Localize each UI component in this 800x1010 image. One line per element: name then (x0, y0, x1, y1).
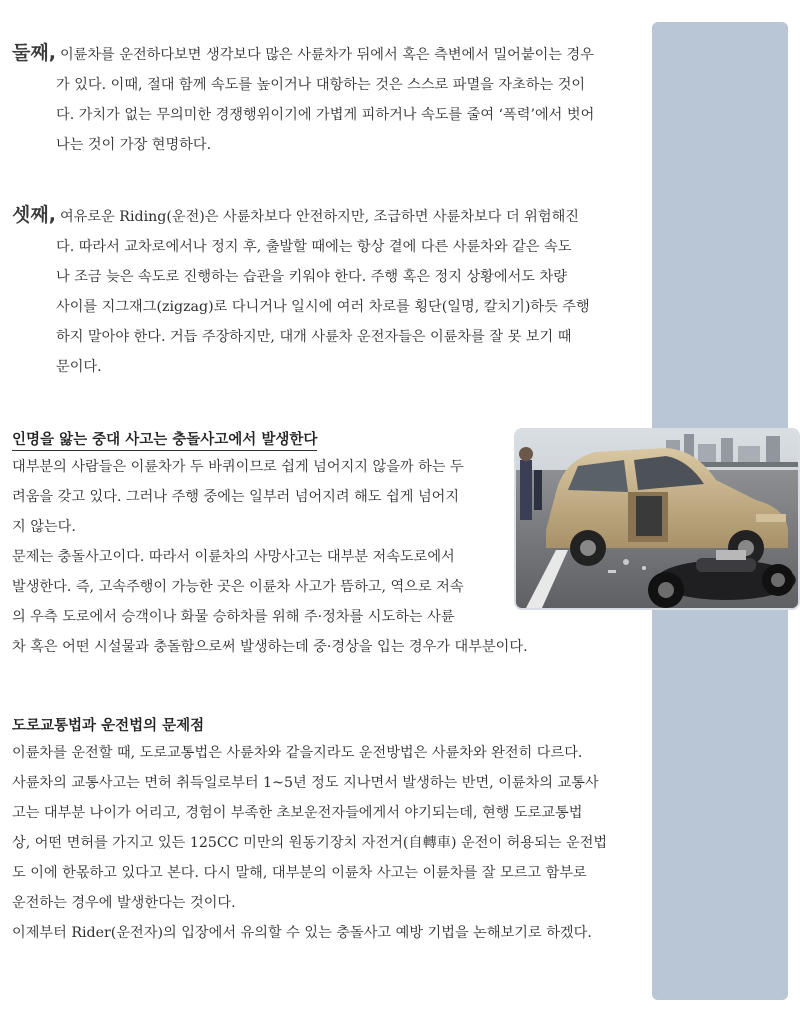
text-line: 문제는 충돌사고이다. 따라서 이륜차의 사망사고는 대부분 저속도로에서 (12, 549, 455, 565)
lead-third: 셋째, (12, 204, 56, 226)
body-law (12, 738, 607, 948)
text-line: 대부분의 사람들은 이륜차가 두 바퀴이므로 쉽게 넘어지지 않을까 하는 두 (12, 459, 464, 475)
text-line: 운전하는 경우에 발생한다는 것이다. (12, 895, 236, 911)
text-line: 사륜차의 교통사고는 면허 취득일로부터 1~5년 정도 지나면서 발생하는 반면, 이륜차의 교통사 (12, 775, 599, 791)
text-line: 이륜차를 운전하다보면 생각보다 많은 사륜차가 뒤에서 혹은 측변에서 밀어붙이는 경우 (59, 47, 594, 63)
text-line: 나 조금 늦은 속도로 진행하는 습관을 키워야 한다. 주행 혹은 정지 상황에서도 차량 (56, 269, 567, 285)
text-line: 이제부터 Rider(운전자)의 입장에서 유의할 수 있는 충돌사고 예방 기법을 논해보기로 하겠다. (12, 925, 592, 941)
body-collision (12, 452, 528, 662)
text-line: 문이다. (56, 359, 102, 375)
text-line: 상, 어떤 면허를 가지고 있든 125CC 미만의 원동기장치 자전거(自轉車) 운전이 허용되는 운전법 (12, 835, 608, 851)
text-line: 도 이에 한몫하고 있다고 본다. 다시 말해, 대부분의 이륜차 사고는 이륜차를 잘 모르고 함부로 (12, 865, 587, 881)
lead-second: 둘째, (12, 42, 56, 64)
text-line: 이륜차를 운전할 때, 도로교통법은 사륜차와 같을지라도 운전방법은 사륜차와 완전히 다르다. (12, 745, 583, 761)
text-line: 다. 따라서 교차로에서나 정지 후, 출발할 때에는 항상 곁에 다른 사륜차와 같은 속도 (56, 239, 572, 255)
text-line: 려움을 갖고 있다. 그러나 주행 중에는 일부러 넘어지려 해도 쉽게 넘어지 (12, 489, 460, 505)
heading-law: 도로교통법과 운전법의 문제점 (12, 718, 205, 734)
crash-photo-icon (516, 430, 798, 608)
text-line: 여유로운 Riding(운전)은 사륜차보다 안전하지만, 조급하면 사륜차보다 더 위험해진 (59, 209, 580, 225)
text-line: 나는 것이 가장 현명하다. (56, 137, 212, 153)
text-line: 고는 대부분 나이가 어리고, 경험이 부족한 초보운전자들에게서 야기되는데, 현행 도로교통법 (12, 805, 583, 821)
text-line: 발생한다. 즉, 고속주행이 가능한 곳은 이륜차 사고가 뜸하고, 역으로 저속 (12, 579, 464, 595)
paragraph-third (12, 200, 632, 382)
crash-photo (516, 430, 798, 608)
text-line: 다. 가치가 없는 무의미한 경쟁행위이기에 가볍게 피하거나 속도를 줄여 ‘폭력’에서 벗어 (56, 107, 595, 123)
paragraph-second (12, 38, 632, 160)
text-line: 하지 말아야 한다. 거듭 주장하지만, 대개 사륜차 운전자들은 이륜차를 잘 못 보기 때 (56, 329, 572, 345)
text-line: 차 혹은 어떤 시설물과 충돌함으로써 발생하는데 중·경상을 입는 경우가 대부분이다. (12, 639, 528, 655)
text-line: 사이를 지그재그(zigzag)로 다니거나 일시에 여러 차로를 횡단(일명, 칼치기)하듯 주행 (56, 299, 590, 315)
text-line: 의 우측 도로에서 승객이나 화물 승하차를 위해 주·정차를 시도하는 사륜 (12, 609, 455, 625)
text-line: 가 있다. 이때, 절대 함께 속도를 높이거나 대항하는 것은 스스로 파멸을 자초하는 것이 (56, 77, 586, 93)
heading-collision: 인명을 앓는 중대 사고는 충돌사고에서 발생한다 (12, 428, 317, 451)
text-line: 지 않는다. (12, 519, 76, 535)
